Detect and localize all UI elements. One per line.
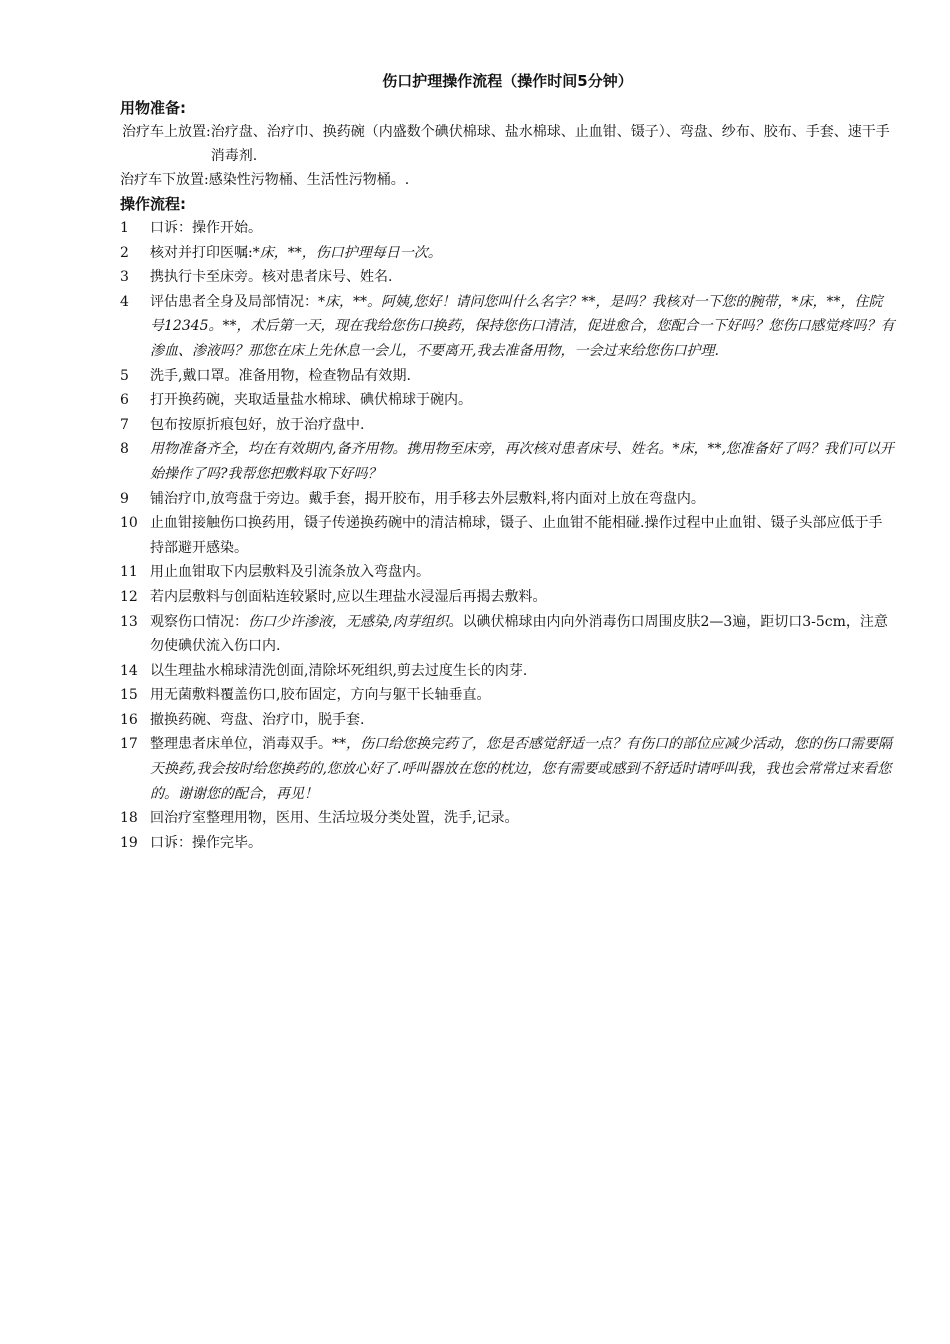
step-text-plain: 撤换药碗、弯盘、治疗巾，脱手套. (150, 711, 365, 728)
step-text (150, 437, 895, 486)
step-number: 13 (120, 613, 138, 630)
step-text-dialogue: 用物准备齐全，均在有效期内,备齐用物。携用物至床旁，再次核对患者床号、姓名。*床，**,您准备好了吗？我们可以开始操作了吗?我帮您把敷料取下好吗？ (150, 441, 894, 482)
step-number: 15 (120, 687, 138, 704)
step-text-plain: 核对并打印医嘱: (150, 244, 253, 261)
prep-cart-bottom (120, 168, 895, 192)
step-text-plain: 评估患者全身及局部情况： (150, 293, 318, 310)
step-text (150, 413, 895, 438)
step-item (120, 610, 895, 659)
step-text-plain: 回治疗室整理用物，医用、生活垃圾分类处置，洗手,记录。 (150, 810, 519, 827)
step-number: 1 (120, 220, 129, 236)
step-text (150, 265, 895, 290)
step-number: 14 (120, 662, 138, 679)
step-item (120, 585, 895, 610)
step-number: 3 (120, 269, 129, 286)
step-text (150, 732, 895, 806)
step-text-plain: 止血钳接触伤口换药用，镊子传递换药碗中的清洁棉球，镊子、止血钳不能相碰.操作过程中止血钳、镊子头部应低于手持部避开感染。 (150, 515, 883, 556)
document-title: 伤口护理操作流程（操作时间5分钟） (382, 72, 633, 90)
step-text (150, 610, 895, 659)
step-text-plain: 打开换药碗，夹取适量盐水棉球、碘伏棉球于碗内。 (150, 392, 472, 409)
step-number: 10 (120, 515, 138, 532)
step-number: 18 (120, 810, 138, 827)
step-text (150, 708, 895, 733)
step-item (120, 659, 895, 684)
step-number: 19 (120, 834, 138, 851)
step-text-plain: 洗手,戴口罩。准备用物，检查物品有效期. (150, 367, 411, 384)
step-item (120, 364, 895, 389)
prep-heading: 用物准备: (120, 99, 186, 117)
step-item (120, 413, 895, 438)
step-text-plain: 口诉：操作开始。 (150, 220, 262, 236)
step-item (120, 511, 895, 560)
step-number: 12 (120, 588, 138, 605)
step-number: 2 (120, 244, 129, 261)
step-text (150, 806, 895, 831)
step-text-dialogue: 伤口少许渗液，无感染,肉芽组织 (248, 613, 449, 630)
step-text (150, 241, 895, 266)
prep-cart-bottom-label: 治疗车下放置: (120, 172, 209, 188)
step-text (150, 487, 895, 512)
step-text (150, 388, 895, 413)
step-item (120, 806, 895, 831)
prep-cart-top-label: 治疗车上放置: (122, 124, 211, 140)
step-number: 8 (120, 441, 129, 458)
step-text-plain: 携执行卡至床旁。核对患者床号、姓名. (150, 269, 393, 286)
step-list (120, 216, 895, 855)
step-text-dialogue: **，伤口给您换完药了，您是否感觉舒适一点？有伤口的部位应减少活动，您的伤口需要隔天换药,我会按时给您换药的,您放心好了.呼叫器放在您的枕边，您有需要或感到不舒适时请呼叫我，我也会常常过来看您的。谢谢您的配合，再见！ (150, 736, 892, 802)
step-text (150, 585, 895, 610)
prep-cart-bottom-text: 感染性污物桶、生活性污物桶。. (208, 172, 410, 188)
step-text (150, 364, 895, 389)
step-text-plain: 包布按原折痕包好，放于治疗盘中. (150, 416, 365, 433)
step-text-plain: 口诉：操作完毕。 (150, 834, 262, 851)
step-number: 11 (120, 564, 138, 581)
step-text-plain: 以生理盐水棉球清洗创面,清除坏死组织,剪去过度生长的肉芽. (150, 662, 528, 679)
step-item (120, 732, 895, 806)
step-item (120, 216, 895, 241)
step-text-dialogue: *床，**。阿姨,您好！请问您叫什么名字？**，是吗？我核对一下您的腕带，*床，**，住院号12345。**，术后第一天，现在我给您伤口换药，保持您伤口清洁，促进愈合，您配合一下好吗？您伤口感觉疼吗？有渗血、渗液吗？那您在床上先休息一会儿，不要离开,我去准备用物，一会过来给您伤口护理. (150, 293, 895, 359)
step-item (120, 241, 895, 266)
process-heading: 操作流程: (120, 195, 186, 213)
step-text (150, 216, 895, 241)
step-item (120, 560, 895, 585)
document-page (120, 68, 895, 855)
step-text-plain-tail: 。以碘伏棉球由内向外消毒伤口周围皮肤2—3遍，距切口3-5cm，注意勿使碘伏流入伤口内. (150, 613, 888, 655)
step-text-plain: 观察伤口情况： (150, 613, 248, 630)
step-item (120, 487, 895, 512)
step-text (150, 831, 895, 856)
step-text-plain: 铺治疗巾,放弯盘于旁边。戴手套，揭开胶布，用手移去外层敷料,将内面对上放在弯盘内。 (150, 490, 705, 507)
step-number: 6 (120, 392, 129, 409)
step-number: 4 (120, 293, 129, 310)
step-text (150, 683, 895, 708)
step-number: 16 (120, 711, 138, 728)
step-text-plain: 用无菌敷料覆盖伤口,胶布固定，方向与躯干长轴垂直。 (150, 687, 491, 704)
step-text (150, 659, 895, 684)
prep-cart-top (120, 120, 895, 168)
step-text (150, 511, 895, 560)
step-item (120, 437, 895, 486)
step-text (150, 560, 895, 585)
step-number: 17 (120, 736, 138, 753)
step-text-dialogue: *床，**，伤口护理每日一次。 (252, 244, 442, 261)
step-text-plain: 若内层敷料与创面粘连较紧时,应以生理盐水浸湿后再揭去敷料。 (150, 588, 547, 605)
step-text-plain: 用止血钳取下内层敷料及引流条放入弯盘内。 (150, 564, 430, 581)
step-item (120, 708, 895, 733)
step-text (150, 290, 895, 364)
prep-cart-top-text: 治疗盘、治疗巾、换药碗（内盛数个碘伏棉球、盐水棉球、止血钳、镊子）、弯盘、纱布、胶布、手套、速干手消毒剂. (210, 124, 890, 164)
step-number: 7 (120, 416, 129, 433)
step-item (120, 683, 895, 708)
step-text-plain: 整理患者床单位，消毒双手。 (150, 736, 332, 753)
step-number: 9 (120, 490, 129, 507)
step-item (120, 831, 895, 856)
step-item (120, 265, 895, 290)
step-item (120, 290, 895, 364)
step-item (120, 388, 895, 413)
step-number: 5 (120, 367, 129, 384)
